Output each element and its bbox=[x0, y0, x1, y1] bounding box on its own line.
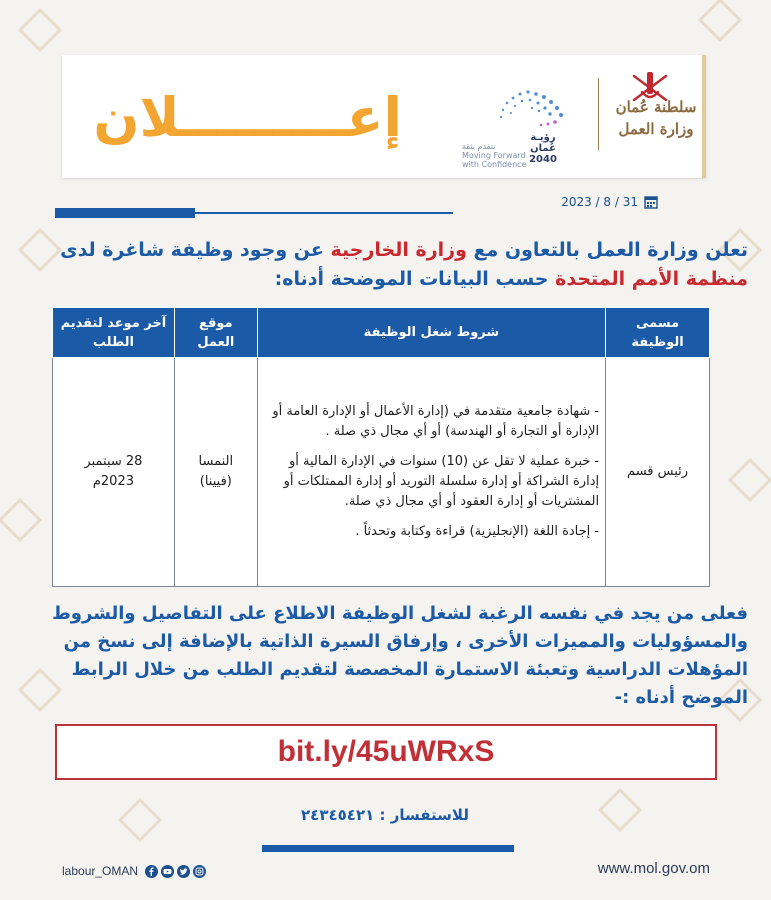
condition-item: - شهادة جامعية متقدمة في (إدارة الأعمال أو الإدارة العامة أو الإدارة أو التجارة أو الهندسة) أو أي مجال ذي صلة . bbox=[272, 404, 600, 439]
cell-job-title: رئيس قسم bbox=[606, 358, 710, 587]
twitter-icon[interactable] bbox=[177, 865, 190, 878]
ministry-name bbox=[606, 96, 706, 140]
condition-item: - إجادة اللغة (الإنجليزية) قراءة وكتابة وتحدثاً . bbox=[355, 524, 600, 539]
calendar-icon bbox=[644, 195, 658, 209]
footer-rule bbox=[262, 845, 514, 852]
table-row bbox=[53, 358, 710, 587]
intro-foreign-ministry: وزارة الخارجية bbox=[330, 239, 467, 261]
location-city: (فيينا) bbox=[199, 474, 232, 489]
announcement-title: إعـــــــــلان bbox=[93, 86, 402, 149]
youtube-icon[interactable] bbox=[161, 865, 174, 878]
title-rule-thin bbox=[195, 212, 453, 214]
logo-divider bbox=[598, 78, 599, 150]
date-line bbox=[540, 193, 658, 211]
cell-deadline bbox=[53, 358, 175, 587]
header-conditions: شروط شغل الوظيفة bbox=[257, 308, 605, 358]
intro-part2: بالتعاون مع bbox=[466, 239, 587, 261]
closing-paragraph: فعلى من يجد في نفسه الرغبة لشغل الوظيفة الاطلاع على التفاصيل والشروط والمسؤوليات والمميزات الأخرى ، وإرفاق السيرة الذاتية بالإضافة إلى نسخ من المؤهلات الدراسية وتعبئة الاستمارة المخصصة لتقديم الطلب من خلال الرابط الموضح أدناه :- bbox=[52, 603, 748, 708]
ministry-name-line1: سلطنة عُمان bbox=[615, 98, 697, 116]
condition-item: - خبرة عملية لا تقل عن (10) سنوات في الإدارة المالية أو إدارة الشراكة أو إدارة سلسلة التوريد أو إدارة الممتلكات أو المشتريات أو إدارة العقود أو أي مجال ذي صلة. bbox=[283, 454, 600, 509]
ministry-name-line2: وزارة العمل bbox=[618, 120, 694, 138]
deadline-year: 2023م bbox=[92, 474, 134, 489]
announcement-date: 2023 / 8 / 31 bbox=[561, 195, 638, 209]
intro-org: منظمة الأمم المتحدة bbox=[555, 268, 748, 290]
cell-conditions bbox=[257, 358, 605, 587]
inquiry-phone: للاستفسار : ٢٤٣٤٥٤٢١ bbox=[301, 806, 469, 824]
location-country: النمسا bbox=[198, 454, 234, 469]
intro-part4: حسب البيانات الموضحة أدناه: bbox=[274, 268, 556, 290]
website-link[interactable]: www.mol.gov.om bbox=[597, 860, 710, 877]
header-job-title: مسمى الوظيفة bbox=[606, 308, 710, 358]
intro-part3: عن وجود وظيفة شاغرة لدى bbox=[60, 239, 331, 261]
vision-label: رؤيـة عُمان 2040 bbox=[529, 132, 557, 165]
vision-tagline bbox=[462, 142, 582, 169]
header-location: موقع العمل bbox=[174, 308, 257, 358]
instagram-icon[interactable] bbox=[193, 865, 206, 878]
intro-paragraph bbox=[40, 236, 748, 294]
header-deadline: آخر موعد لتقديم الطلب bbox=[53, 308, 175, 358]
title-rule-thick bbox=[55, 208, 195, 218]
vision-tagline-en-2: with Confidence bbox=[462, 160, 527, 169]
social-bar bbox=[62, 862, 206, 880]
vision-tagline-en-1: Moving Forward bbox=[462, 151, 526, 160]
social-handle: labour_OMAN bbox=[62, 864, 139, 878]
facebook-icon[interactable] bbox=[145, 865, 158, 878]
cell-location bbox=[174, 358, 257, 587]
vision-tagline-ar: نتقدم بثقة bbox=[462, 142, 496, 151]
intro-part1: تعلن bbox=[698, 239, 748, 261]
application-link[interactable]: bit.ly/45uWRxS bbox=[55, 724, 717, 780]
jobs-table bbox=[52, 307, 710, 587]
intro-ministry: وزارة العمل bbox=[586, 239, 699, 261]
table-header-row bbox=[53, 308, 710, 358]
deadline-day-month: 28 سبتمبر bbox=[84, 454, 143, 469]
